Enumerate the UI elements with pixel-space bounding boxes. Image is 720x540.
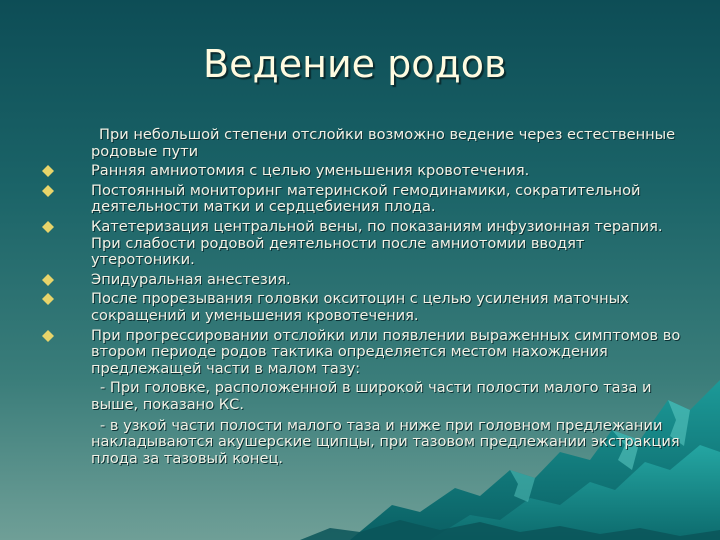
- diamond-bullet-icon: [42, 330, 54, 342]
- bullet-item: [42, 328, 682, 378]
- bullet-text: Катетеризация центральной вены, по показаниям инфузионная терапия. При слабости родовой деятельности после амниотомии вводят утеротоники.: [91, 217, 663, 269]
- bullet-item: [42, 163, 682, 180]
- sub-item-text: - При головке, расположенной в широкой части полости малого таза и выше, показано КС.: [91, 379, 652, 413]
- sub-item-text: - в узкой части полости малого таза и ниже при головном предлежании накладываются акушерские щипцы, при тазовом предлежании экстракция плода за тазовый конец.: [91, 416, 680, 467]
- diamond-bullet-icon: [42, 185, 54, 197]
- bullet-text: При прогрессировании отслойки или появлении выраженных симптомов во втором периоде родов тактика определяется местом нахождения предлежащей части в малом тазу:: [91, 326, 681, 377]
- bullet-item: [42, 183, 682, 216]
- bullet-text: Постоянный мониторинг материнской гемодинамики, сократительной деятельности матки и сердцебиения плода.: [91, 181, 641, 216]
- diamond-bullet-icon: [42, 165, 54, 177]
- bullet-item: [42, 219, 682, 269]
- bullet-text: После прорезывания головки окситоцин с целью усиления маточных сокращений и уменьшения кровотечения.: [91, 290, 629, 324]
- bullet-item: [42, 291, 682, 324]
- slide-title: Ведение родов: [203, 42, 507, 86]
- bullet-text: Ранняя амниотомия с целью уменьшения кровотечения.: [91, 162, 530, 180]
- diamond-bullet-icon: [42, 274, 54, 286]
- diamond-bullet-icon: [42, 293, 54, 305]
- intro-paragraph: При небольшой степени отслойки возможно ведение через естественные родовые пути: [91, 126, 676, 160]
- bullet-item: [42, 272, 682, 289]
- slide-body: [42, 127, 682, 470]
- bullet-text: Эпидуральная анестезия.: [91, 270, 291, 288]
- diamond-bullet-icon: [42, 221, 54, 233]
